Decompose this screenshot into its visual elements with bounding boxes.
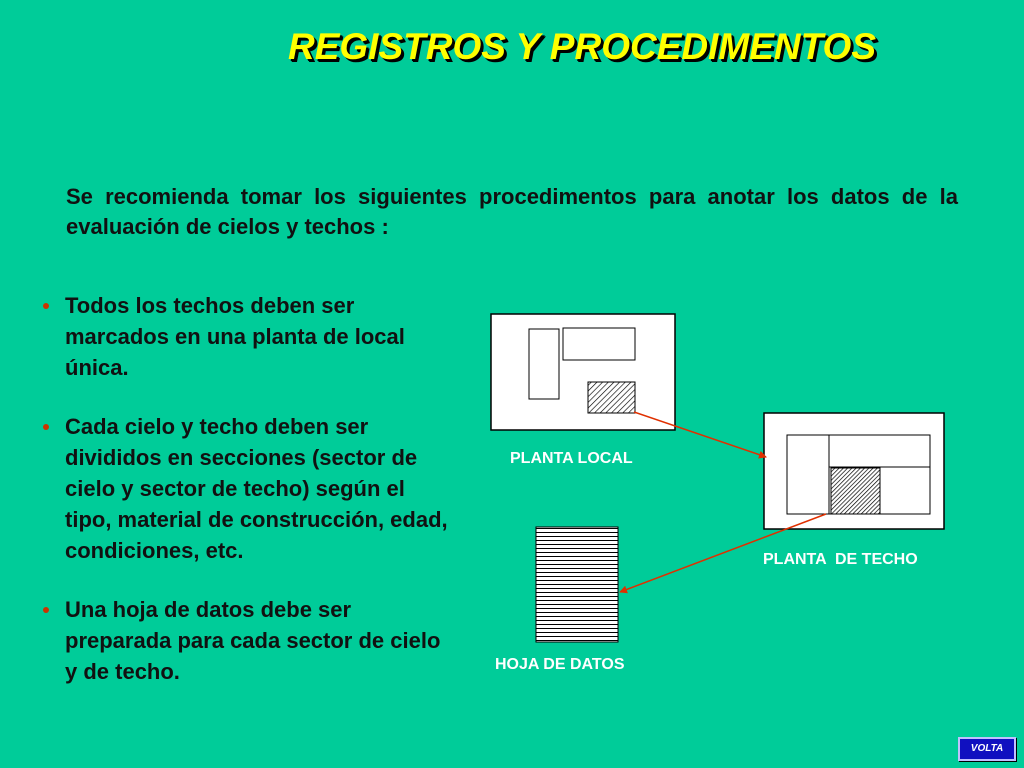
- planta-local-label: PLANTA LOCAL: [510, 450, 633, 467]
- bullet-text: Una hoja de datos debe ser preparada para cada sector de cielo y de techo.: [65, 597, 441, 684]
- planta-techo-label: PLANTA DE TECHO: [763, 551, 918, 568]
- volta-button[interactable]: VOLTA: [958, 737, 1016, 761]
- arrow-local-to-techo: [634, 412, 766, 457]
- planta-techo-plan: [764, 413, 944, 529]
- bullet-text: Todos los techos deben ser marcados en una planta de local única.: [65, 293, 405, 380]
- bullet-text: Cada cielo y techo deben ser divididos en secciones (sector de cielo y sector de techo) según el tipo, material de construcción, edad, condiciones, etc.: [65, 414, 448, 563]
- hoja-datos-label: HOJA DE DATOS: [495, 656, 625, 673]
- slide-title: REGISTROS Y PROCEDIMENTOS: [287, 26, 876, 67]
- planta-local-plan: [491, 314, 675, 430]
- intro-paragraph: Se recomienda tomar los siguientes procedimentos para anotar los datos de la evaluación de cielos y techos :: [66, 184, 958, 239]
- hoja-de-datos-sheet: [536, 527, 618, 642]
